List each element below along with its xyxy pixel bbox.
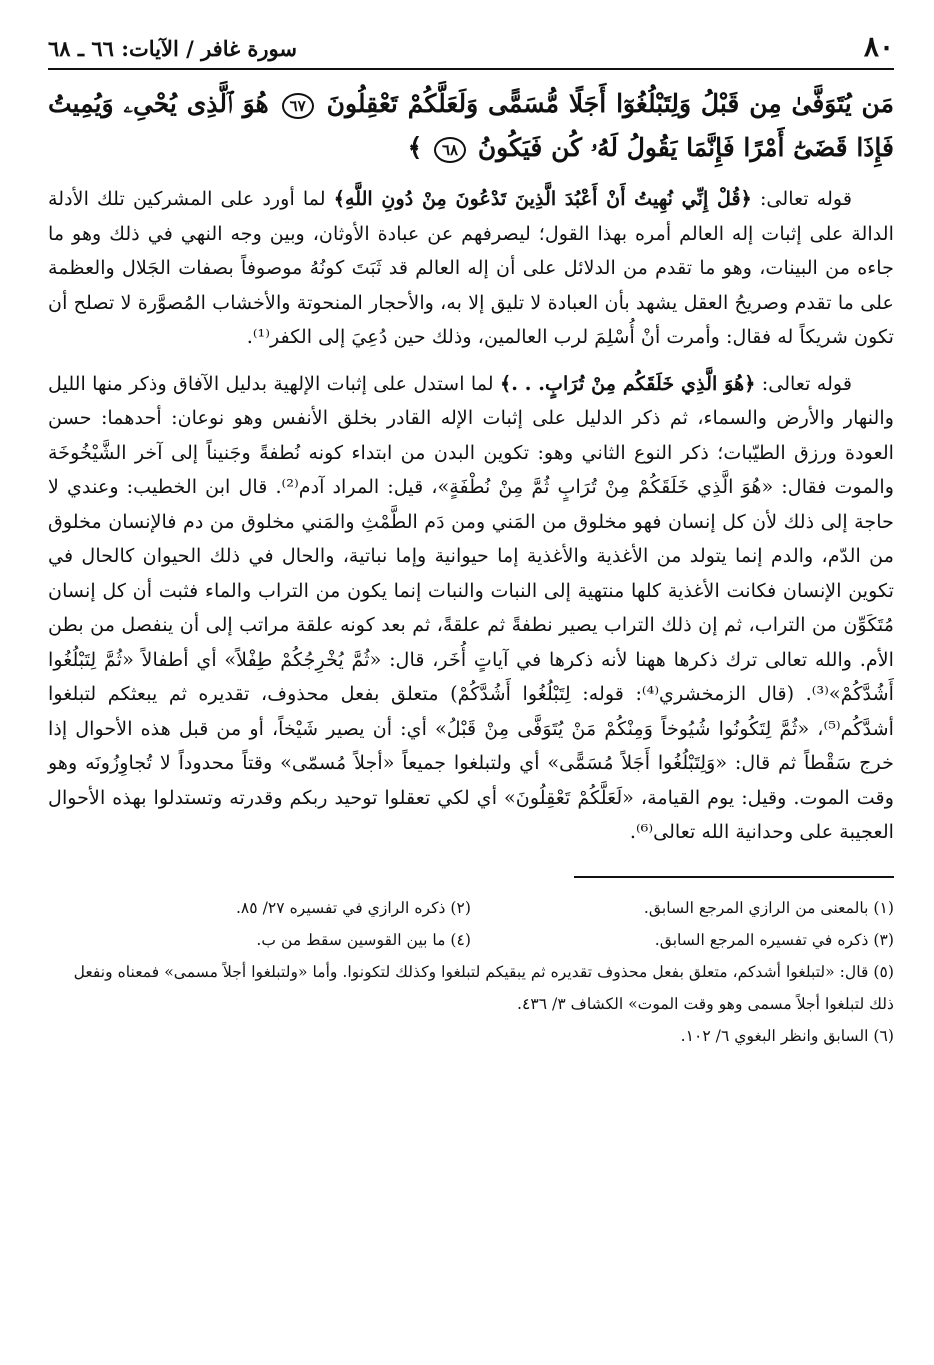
footnote-2: (٢) ذكره الرازي في تفسيره ٢٧/ ٨٥. <box>235 898 471 917</box>
page-header <box>48 28 894 70</box>
footnotes <box>48 892 894 1052</box>
footnote-4: (٤) ما بين القوسين سقط من ب. <box>256 930 471 949</box>
footnote-6: (٦) السابق وانظر البغوي ٦/ ١٠٢. <box>680 1026 894 1045</box>
paragraph-2-quote: ﴿هُوَ الَّذِي خَلَقَكُم مِنْ تُرَابٍ. . .﴾ <box>499 371 756 395</box>
paragraph-1-text: لما أورد على المشركين تلك الأدلة الدالة على إثبات إله العالم أمره بهذا القول؛ ليصرفهم عن عبادة الأوثان، وبين وجه النهي في ذلك وهو ما جاءه من البينات، وهو ما تقدم من الدلائل على أن إله العالم قد ثَبَتَ كونُهُ موصوفاً بصفات الجَلال والعظمة على ما تقدم وصريحُ العقل يشهد بأن العبادة لا تليق إلا به، والأحجار المنحوتة والأخشاب المُصوَّرة لا تصلح أن تكون شريكاً له فقال: وأمرت أنْ أُسْلِمَ لرب العالمين، وذلك حين دُعِيَ إلى الكفر⁽¹⁾. <box>48 187 894 348</box>
footnote-separator <box>574 876 894 878</box>
paragraph-2-text: لما استدل على إثبات الإلهية بدليل الآفاق وذكر منها الليل والنهار والأرض والسماء، ثم ذكر الدليل على إثبات الإله القادر بخلق الأنفس وهو نوعان: أحدهما: حسن العودة ورزق الطيّبات؛ ذكر النوع الثاني وهو: تكوين البدن من ابتداء كونه نُطفةً وجَنيناً إلى آخر الشَّيْخُوخَة والموت فقال: «هُوَ الَّذِي خَلَقَكُمْ مِنْ تُرَابٍ ثُمَّ مِنْ نُطْفَةٍ»، قيل: المراد آدم⁽²⁾. قال ابن الخطيب: وعندي لا حاجة إلى ذلك لأن كل إنسان فهو مخلوق من المَني ومن دَم الطَّمْثِ والمَني مخلوق من دم فالإنسان مخلوق من الدّم، والدم إنما يتولد من الأغذية والأغذية إما حيوانية وإما نباتية، والحال في ذلك الحيوان كالحال في تكوين الإنسان فكانت الأغذية كلها منتهية إلى النبات والنبات إنما يكون من التراب والماء فثبت أن كل إنسان مُتَكَوِّن من التراب، ثم إن ذلك التراب يصير نطفةً ثم علقةً، ثم بعد كونه علقة مراتب إلى أن ينفصل من بطن الأم. والله تعالى ترك ذكرها ههنا لأنه ذكرها في آياتٍ أُخَر، قال: «ثُمَّ يُخْرِجُكُمْ طِفْلاً» أي أطفالاً «ثُمَّ لِتَبْلُغُوا أَشُدَّكُمْ»⁽³⁾. (قال الزمخشري⁽⁴⁾: قوله: لِتَبْلُغُوا أَشُدَّكُمْ) متعلق بفعل محذوف، تقديره ثم يبعثكم لتبلغوا أشدَّكُم⁽⁵⁾، «ثُمَّ لِتَكُونُوا شُيُوخاً وَمِنْكُمْ مَنْ يُتَوَفَّى مِنْ قَبْلُ» أي: أن يصير شَيْخاً، أو من قبل هذه الأحوال إذا خرج سَقْطاً ثم قال: «وَلِتَبْلُغُوا أَجَلاً مُسَمًّى» أي ولتبلغوا جميعاً «أجلاً مُسمّى» وقتاً محدوداً لا تُجاوِزُونَه وهو وقت الموت. وقيل: يوم القيامة، «لَعَلَّكُمْ تَعْقِلُونَ» أي لكي تعقلوا توحيد ربكم وقدرته وتستدلوا بهذه الأحوال العجيبة على وحدانية الله تعالى⁽⁶⁾. <box>48 371 895 843</box>
closing-bracket: ﴾ <box>407 133 423 162</box>
footnote-5: (٥) قال: «لتبلغوا أشدكم، متعلق بفعل محذوف تقديره ثم يبقيكم لتبلغوا وكذلك لتكونوا. وأما «ولتبلغوا أجلاً مسمى» فمعناه ونفعل ذلك لتبلغوا أجلاً مسمى وهو وقت الموت» الكشاف ٣/ ٤٣٦. <box>73 962 894 1013</box>
running-head: سورة غافر / الآيات: ٦٦ ـ ٦٨ <box>48 36 297 61</box>
verse-text-67: مَن يُتَوَفَّىٰ مِن قَبْلُ وَلِتَبْلُغُوٓا أَجَلًا مُّسَمًّى وَلَعَلَّكُمْ تَعْقِلُونَ <box>326 89 894 118</box>
paragraph-1 <box>48 182 894 355</box>
footnote-row <box>48 924 894 956</box>
footnote-3: (٣) ذكره في تفسيره المرجع السابق. <box>654 930 894 949</box>
paragraph-2 <box>48 367 894 850</box>
footnote-row <box>48 892 894 924</box>
page <box>48 28 894 1328</box>
verse-text-68: هُوَ ٱلَّذِى يُحْىِۦ وَيُمِيتُ فَإِذَا قَضَىٰٓ أَمْرًا فَإِنَّمَا يَقُولُ لَهُۥ كُن فَيَكُونُ <box>48 89 894 162</box>
page-number: ٨٠ <box>863 30 894 63</box>
paragraph-2-lead: قوله تعالى: <box>755 371 853 395</box>
quran-verses <box>48 82 894 170</box>
footnote-1: (١) بالمعنى من الرازي المرجع السابق. <box>643 898 894 917</box>
ayah-number-67: ٦٧ <box>282 93 314 119</box>
paragraph-1-lead: قوله تعالى: <box>751 187 852 210</box>
paragraph-1-quote: ﴿قُلْ إِنِّي نُهِيتُ أَنْ أَعْبُدَ الَّذِينَ تَدْعُونَ مِنْ دُونِ اللَّهِ﴾ <box>333 187 752 210</box>
commentary-body <box>48 182 894 850</box>
ayah-number-68: ٦٨ <box>434 137 466 163</box>
